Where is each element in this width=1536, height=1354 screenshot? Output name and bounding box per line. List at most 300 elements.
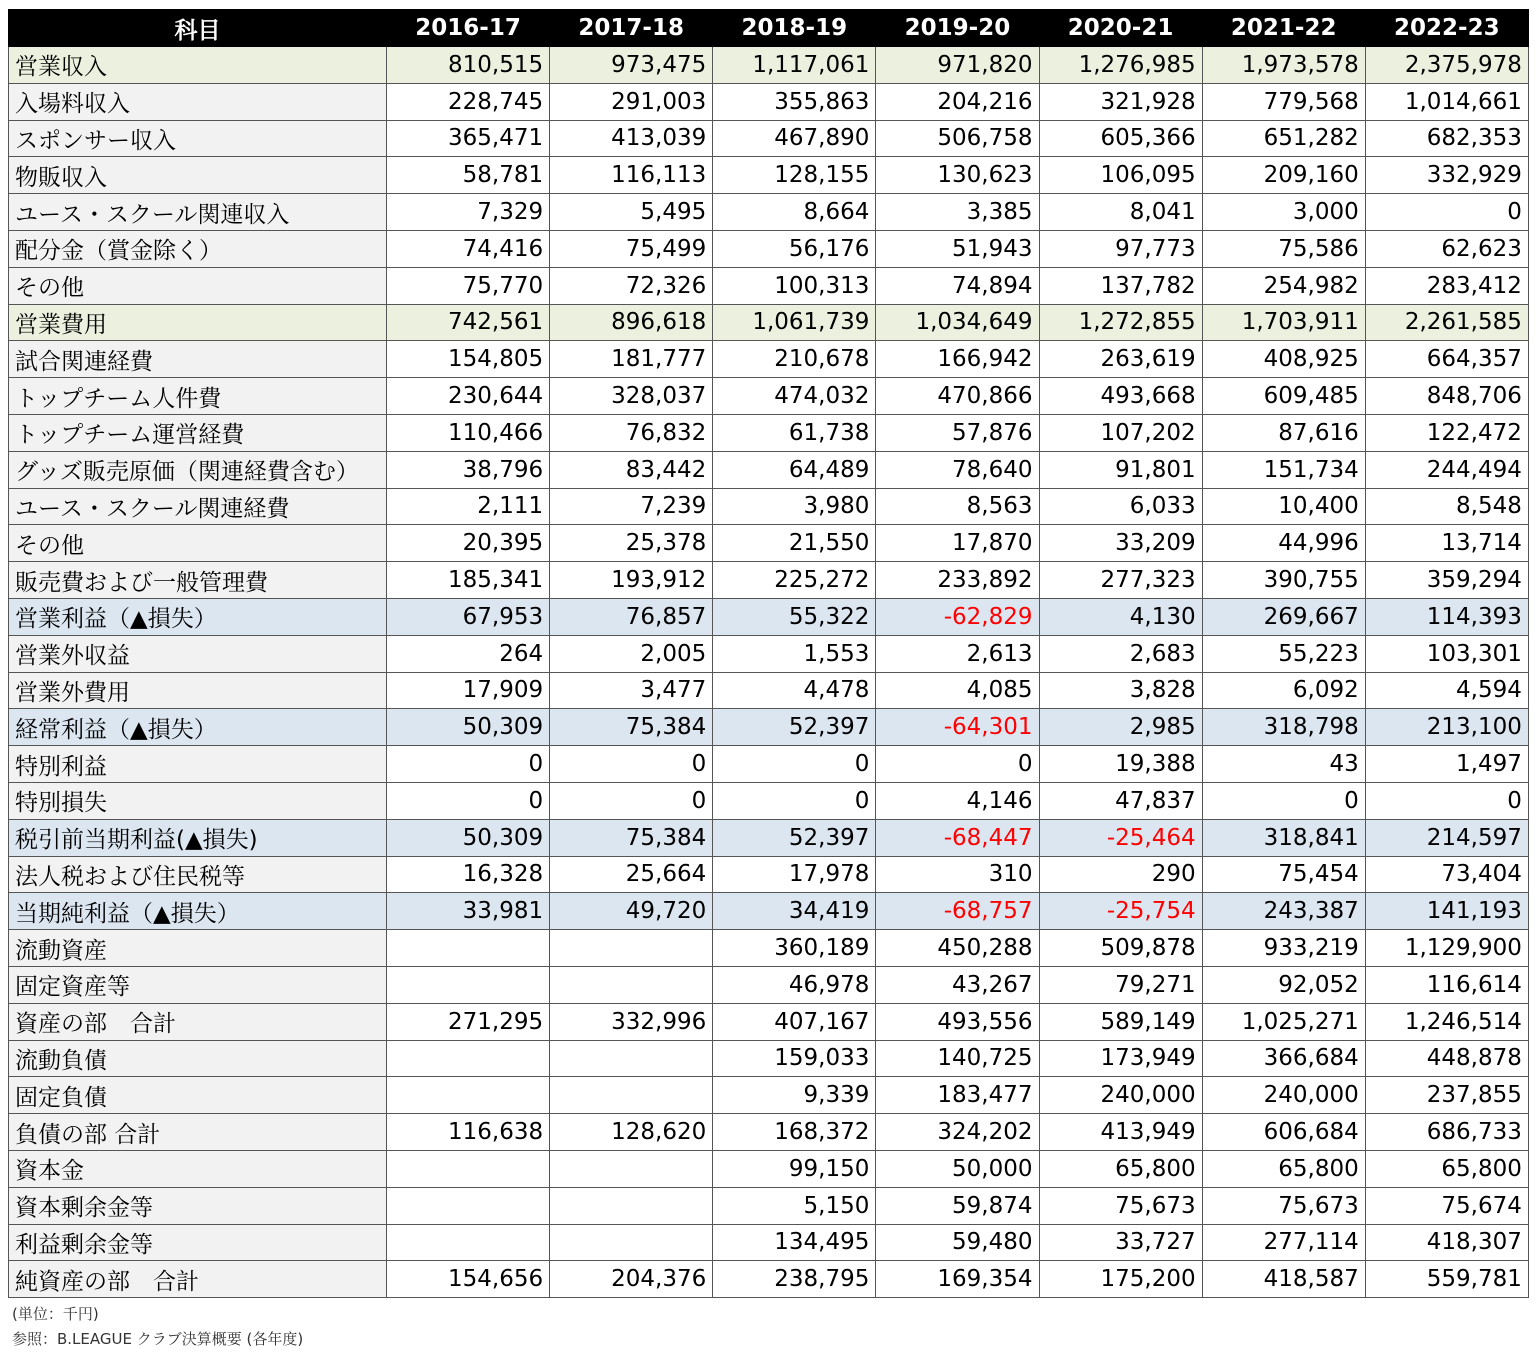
value-cell: 606,684 xyxy=(1202,1114,1365,1151)
table-row xyxy=(9,1077,1529,1114)
value-cell: 263,619 xyxy=(1039,341,1202,378)
value-cell: 7,239 xyxy=(550,488,713,525)
value-cell: 291,003 xyxy=(550,83,713,120)
value-cell: 418,307 xyxy=(1365,1224,1528,1261)
value-cell: 20,395 xyxy=(387,525,550,562)
value-cell: 254,982 xyxy=(1202,267,1365,304)
row-label: ユース・スクール関連経費 xyxy=(9,488,387,525)
table-row xyxy=(9,746,1529,783)
value-cell: 243,387 xyxy=(1202,893,1365,930)
value-cell: 44,996 xyxy=(1202,525,1365,562)
row-label: 営業外収益 xyxy=(9,635,387,672)
value-cell: 151,734 xyxy=(1202,451,1365,488)
value-cell xyxy=(387,1077,550,1114)
value-cell: 116,638 xyxy=(387,1114,550,1151)
value-cell: 1,553 xyxy=(713,635,876,672)
table-row xyxy=(9,1150,1529,1187)
row-label: 資本剰余金等 xyxy=(9,1187,387,1224)
value-cell: 64,489 xyxy=(713,451,876,488)
value-cell: 1,014,661 xyxy=(1365,83,1528,120)
value-cell: 75,454 xyxy=(1202,856,1365,893)
value-cell: 122,472 xyxy=(1365,414,1528,451)
row-label: トップチーム運営経費 xyxy=(9,414,387,451)
value-cell: 33,209 xyxy=(1039,525,1202,562)
value-cell: 46,978 xyxy=(713,966,876,1003)
value-cell: 264 xyxy=(387,635,550,672)
value-cell: 324,202 xyxy=(876,1114,1039,1151)
value-cell: 183,477 xyxy=(876,1077,1039,1114)
value-cell: 365,471 xyxy=(387,120,550,157)
value-cell: 134,495 xyxy=(713,1224,876,1261)
value-cell: 74,416 xyxy=(387,230,550,267)
value-cell: 4,478 xyxy=(713,672,876,709)
value-cell: 779,568 xyxy=(1202,83,1365,120)
value-cell xyxy=(550,930,713,967)
value-cell: 467,890 xyxy=(713,120,876,157)
value-cell: 277,114 xyxy=(1202,1224,1365,1261)
value-cell: 290 xyxy=(1039,856,1202,893)
value-cell: 62,623 xyxy=(1365,230,1528,267)
value-cell: 1,703,911 xyxy=(1202,304,1365,341)
table-row xyxy=(9,304,1529,341)
value-cell: 408,925 xyxy=(1202,341,1365,378)
value-cell: 0 xyxy=(387,746,550,783)
value-cell: 664,357 xyxy=(1365,341,1528,378)
value-cell: 332,996 xyxy=(550,1003,713,1040)
value-cell: 407,167 xyxy=(713,1003,876,1040)
value-cell xyxy=(550,966,713,1003)
value-cell: 6,033 xyxy=(1039,488,1202,525)
value-cell: 19,388 xyxy=(1039,746,1202,783)
table-row xyxy=(9,930,1529,967)
value-cell: 277,323 xyxy=(1039,562,1202,599)
value-cell: 470,866 xyxy=(876,378,1039,415)
row-label: 資本金 xyxy=(9,1150,387,1187)
value-cell: 52,397 xyxy=(713,819,876,856)
value-cell: 474,032 xyxy=(713,378,876,415)
value-cell: 10,400 xyxy=(1202,488,1365,525)
value-cell xyxy=(550,1077,713,1114)
value-cell: 233,892 xyxy=(876,562,1039,599)
table-row xyxy=(9,598,1529,635)
value-cell: 13,714 xyxy=(1365,525,1528,562)
table-row xyxy=(9,1187,1529,1224)
value-cell: -25,754 xyxy=(1039,893,1202,930)
value-cell: 17,870 xyxy=(876,525,1039,562)
value-cell: 973,475 xyxy=(550,47,713,84)
value-cell: 3,828 xyxy=(1039,672,1202,709)
value-cell: 0 xyxy=(713,782,876,819)
value-cell: 4,594 xyxy=(1365,672,1528,709)
row-label: 負債の部 合計 xyxy=(9,1114,387,1151)
row-label: 固定資産等 xyxy=(9,966,387,1003)
value-cell: -64,301 xyxy=(876,709,1039,746)
value-cell: 106,095 xyxy=(1039,157,1202,194)
row-label: 特別損失 xyxy=(9,782,387,819)
value-cell: 328,037 xyxy=(550,378,713,415)
value-cell: 50,309 xyxy=(387,819,550,856)
value-cell: 59,874 xyxy=(876,1187,1039,1224)
value-cell: 413,039 xyxy=(550,120,713,157)
value-cell: 65,800 xyxy=(1365,1150,1528,1187)
row-label: 資産の部 合計 xyxy=(9,1003,387,1040)
value-cell: 55,223 xyxy=(1202,635,1365,672)
table-row xyxy=(9,267,1529,304)
table-row xyxy=(9,451,1529,488)
value-cell: 97,773 xyxy=(1039,230,1202,267)
value-cell: 72,326 xyxy=(550,267,713,304)
value-cell: 50,000 xyxy=(876,1150,1039,1187)
value-cell: 75,499 xyxy=(550,230,713,267)
value-cell: 0 xyxy=(876,746,1039,783)
value-cell: 78,640 xyxy=(876,451,1039,488)
value-cell: 609,485 xyxy=(1202,378,1365,415)
value-cell: 8,664 xyxy=(713,194,876,231)
header-cell-year: 2016-17 xyxy=(387,10,550,47)
table-row xyxy=(9,230,1529,267)
row-label: その他 xyxy=(9,525,387,562)
value-cell: 355,863 xyxy=(713,83,876,120)
value-cell: 509,878 xyxy=(1039,930,1202,967)
value-cell: 238,795 xyxy=(713,1261,876,1298)
value-cell: 55,322 xyxy=(713,598,876,635)
value-cell: 87,616 xyxy=(1202,414,1365,451)
value-cell: 91,801 xyxy=(1039,451,1202,488)
table-row xyxy=(9,782,1529,819)
value-cell: 181,777 xyxy=(550,341,713,378)
value-cell: 114,393 xyxy=(1365,598,1528,635)
value-cell: 214,597 xyxy=(1365,819,1528,856)
header-cell-year: 2019-20 xyxy=(876,10,1039,47)
table-row xyxy=(9,194,1529,231)
row-label: 経常利益（▲損失） xyxy=(9,709,387,746)
value-cell: 1,025,271 xyxy=(1202,1003,1365,1040)
value-cell: 73,404 xyxy=(1365,856,1528,893)
value-cell: 4,146 xyxy=(876,782,1039,819)
value-cell: 17,978 xyxy=(713,856,876,893)
value-cell: 0 xyxy=(1365,782,1528,819)
value-cell: 237,855 xyxy=(1365,1077,1528,1114)
value-cell: 209,160 xyxy=(1202,157,1365,194)
row-label: 営業収入 xyxy=(9,47,387,84)
value-cell: 3,000 xyxy=(1202,194,1365,231)
value-cell: 210,678 xyxy=(713,341,876,378)
value-cell: 682,353 xyxy=(1365,120,1528,157)
value-cell: 168,372 xyxy=(713,1114,876,1151)
value-cell: 128,620 xyxy=(550,1114,713,1151)
value-cell: 240,000 xyxy=(1039,1077,1202,1114)
value-cell: 2,375,978 xyxy=(1365,47,1528,84)
row-label: 利益剰余金等 xyxy=(9,1224,387,1261)
value-cell: 110,466 xyxy=(387,414,550,451)
value-cell: 65,800 xyxy=(1039,1150,1202,1187)
table-row xyxy=(9,378,1529,415)
value-cell: 34,419 xyxy=(713,893,876,930)
value-cell: 1,061,739 xyxy=(713,304,876,341)
table-row xyxy=(9,562,1529,599)
value-cell: 318,841 xyxy=(1202,819,1365,856)
value-cell: 605,366 xyxy=(1039,120,1202,157)
value-cell: 1,973,578 xyxy=(1202,47,1365,84)
value-cell: 56,176 xyxy=(713,230,876,267)
row-label: トップチーム人件費 xyxy=(9,378,387,415)
value-cell: 225,272 xyxy=(713,562,876,599)
value-cell: 58,781 xyxy=(387,157,550,194)
value-cell: 896,618 xyxy=(550,304,713,341)
value-cell: 103,301 xyxy=(1365,635,1528,672)
row-label: グッズ販売原価（関連経費含む） xyxy=(9,451,387,488)
value-cell: 175,200 xyxy=(1039,1261,1202,1298)
value-cell: 244,494 xyxy=(1365,451,1528,488)
value-cell: 506,758 xyxy=(876,120,1039,157)
value-cell: 52,397 xyxy=(713,709,876,746)
value-cell: 8,563 xyxy=(876,488,1039,525)
value-cell: 240,000 xyxy=(1202,1077,1365,1114)
row-label: スポンサー収入 xyxy=(9,120,387,157)
value-cell: 47,837 xyxy=(1039,782,1202,819)
row-label: 販売費および一般管理費 xyxy=(9,562,387,599)
header-cell-year: 2022-23 xyxy=(1365,10,1528,47)
value-cell: 154,656 xyxy=(387,1261,550,1298)
value-cell: 971,820 xyxy=(876,47,1039,84)
value-cell: 92,052 xyxy=(1202,966,1365,1003)
value-cell: 204,376 xyxy=(550,1261,713,1298)
value-cell: 3,980 xyxy=(713,488,876,525)
value-cell: 38,796 xyxy=(387,451,550,488)
value-cell: 116,113 xyxy=(550,157,713,194)
value-cell: 1,129,900 xyxy=(1365,930,1528,967)
value-cell: 2,683 xyxy=(1039,635,1202,672)
value-cell: 933,219 xyxy=(1202,930,1365,967)
table-row xyxy=(9,83,1529,120)
header-row xyxy=(9,10,1529,47)
value-cell: 50,309 xyxy=(387,709,550,746)
value-cell: 318,798 xyxy=(1202,709,1365,746)
value-cell: 271,295 xyxy=(387,1003,550,1040)
value-cell: 51,943 xyxy=(876,230,1039,267)
value-cell: 448,878 xyxy=(1365,1040,1528,1077)
value-cell xyxy=(387,1224,550,1261)
value-cell: 76,857 xyxy=(550,598,713,635)
value-cell xyxy=(550,1040,713,1077)
row-label: 当期純利益（▲損失） xyxy=(9,893,387,930)
row-label: 営業利益（▲損失） xyxy=(9,598,387,635)
value-cell: 137,782 xyxy=(1039,267,1202,304)
value-cell: 651,282 xyxy=(1202,120,1365,157)
value-cell: 0 xyxy=(1365,194,1528,231)
value-cell xyxy=(387,930,550,967)
value-cell: 321,928 xyxy=(1039,83,1202,120)
value-cell: 8,548 xyxy=(1365,488,1528,525)
table-row xyxy=(9,1224,1529,1261)
value-cell: 742,561 xyxy=(387,304,550,341)
table-row xyxy=(9,341,1529,378)
value-cell: 17,909 xyxy=(387,672,550,709)
value-cell: 166,942 xyxy=(876,341,1039,378)
row-label: 税引前当期利益(▲損失) xyxy=(9,819,387,856)
value-cell: 4,085 xyxy=(876,672,1039,709)
row-label: 純資産の部 合計 xyxy=(9,1261,387,1298)
value-cell: 9,339 xyxy=(713,1077,876,1114)
value-cell: 0 xyxy=(550,746,713,783)
value-cell: 2,005 xyxy=(550,635,713,672)
value-cell: 418,587 xyxy=(1202,1261,1365,1298)
value-cell: 33,981 xyxy=(387,893,550,930)
unit-note: (単位：千円) xyxy=(12,1305,99,1323)
source-note: 参照：B.LEAGUE クラブ決算概要 (各年度) xyxy=(12,1330,304,1348)
value-cell: 360,189 xyxy=(713,930,876,967)
value-cell: 0 xyxy=(387,782,550,819)
table-row xyxy=(9,1040,1529,1077)
table-row xyxy=(9,1003,1529,1040)
value-cell: 159,033 xyxy=(713,1040,876,1077)
value-cell: 83,442 xyxy=(550,451,713,488)
header-cell-item: 科目 xyxy=(9,10,387,47)
header-cell-year: 2020-21 xyxy=(1039,10,1202,47)
value-cell: -62,829 xyxy=(876,598,1039,635)
value-cell: 7,329 xyxy=(387,194,550,231)
row-label: 入場料収入 xyxy=(9,83,387,120)
value-cell: 193,912 xyxy=(550,562,713,599)
value-cell: 99,150 xyxy=(713,1150,876,1187)
value-cell: 75,384 xyxy=(550,819,713,856)
value-cell: 390,755 xyxy=(1202,562,1365,599)
value-cell: 269,667 xyxy=(1202,598,1365,635)
value-cell: 810,515 xyxy=(387,47,550,84)
value-cell: 128,155 xyxy=(713,157,876,194)
row-label: 流動資産 xyxy=(9,930,387,967)
value-cell: 559,781 xyxy=(1365,1261,1528,1298)
value-cell: 43,267 xyxy=(876,966,1039,1003)
value-cell: 1,272,855 xyxy=(1039,304,1202,341)
value-cell: 5,495 xyxy=(550,194,713,231)
value-cell xyxy=(387,966,550,1003)
row-label: 法人税および住民税等 xyxy=(9,856,387,893)
value-cell: 332,929 xyxy=(1365,157,1528,194)
value-cell: 154,805 xyxy=(387,341,550,378)
value-cell: 3,385 xyxy=(876,194,1039,231)
table-row xyxy=(9,635,1529,672)
value-cell: 2,111 xyxy=(387,488,550,525)
value-cell: 57,876 xyxy=(876,414,1039,451)
table-row xyxy=(9,525,1529,562)
table-row xyxy=(9,47,1529,84)
value-cell: 228,745 xyxy=(387,83,550,120)
value-cell: 6,092 xyxy=(1202,672,1365,709)
table-row xyxy=(9,1114,1529,1151)
row-label: ユース・スクール関連収入 xyxy=(9,194,387,231)
value-cell: -68,757 xyxy=(876,893,1039,930)
value-cell: 204,216 xyxy=(876,83,1039,120)
footnotes xyxy=(12,1302,303,1352)
value-cell: 140,725 xyxy=(876,1040,1039,1077)
value-cell: 116,614 xyxy=(1365,966,1528,1003)
value-cell xyxy=(550,1224,713,1261)
value-cell: 0 xyxy=(713,746,876,783)
table-row xyxy=(9,672,1529,709)
financial-table xyxy=(8,9,1529,1298)
row-label: 物販収入 xyxy=(9,157,387,194)
table-row xyxy=(9,1261,1529,1298)
value-cell: 359,294 xyxy=(1365,562,1528,599)
row-label: 試合関連経費 xyxy=(9,341,387,378)
value-cell: 75,674 xyxy=(1365,1187,1528,1224)
row-label: 固定負債 xyxy=(9,1077,387,1114)
row-label: 特別利益 xyxy=(9,746,387,783)
header-cell-year: 2018-19 xyxy=(713,10,876,47)
value-cell: 100,313 xyxy=(713,267,876,304)
value-cell: 25,378 xyxy=(550,525,713,562)
table-row xyxy=(9,819,1529,856)
value-cell: 173,949 xyxy=(1039,1040,1202,1077)
value-cell: 310 xyxy=(876,856,1039,893)
value-cell: 141,193 xyxy=(1365,893,1528,930)
value-cell: 75,586 xyxy=(1202,230,1365,267)
value-cell: 413,949 xyxy=(1039,1114,1202,1151)
value-cell: 74,894 xyxy=(876,267,1039,304)
value-cell: 1,246,514 xyxy=(1365,1003,1528,1040)
value-cell: 493,556 xyxy=(876,1003,1039,1040)
value-cell: 213,100 xyxy=(1365,709,1528,746)
value-cell: 5,150 xyxy=(713,1187,876,1224)
value-cell: 848,706 xyxy=(1365,378,1528,415)
row-label: 配分金（賞金除く） xyxy=(9,230,387,267)
value-cell: -25,464 xyxy=(1039,819,1202,856)
value-cell: 25,664 xyxy=(550,856,713,893)
header-cell-year: 2021-22 xyxy=(1202,10,1365,47)
value-cell: 366,684 xyxy=(1202,1040,1365,1077)
value-cell: 185,341 xyxy=(387,562,550,599)
table-row xyxy=(9,709,1529,746)
value-cell: 283,412 xyxy=(1365,267,1528,304)
value-cell xyxy=(550,1150,713,1187)
value-cell: 230,644 xyxy=(387,378,550,415)
row-label: 営業費用 xyxy=(9,304,387,341)
value-cell: 49,720 xyxy=(550,893,713,930)
row-label: 営業外費用 xyxy=(9,672,387,709)
header-cell-year: 2017-18 xyxy=(550,10,713,47)
value-cell: 33,727 xyxy=(1039,1224,1202,1261)
row-label: その他 xyxy=(9,267,387,304)
table-row xyxy=(9,856,1529,893)
value-cell xyxy=(387,1150,550,1187)
value-cell: 1,497 xyxy=(1365,746,1528,783)
value-cell: 0 xyxy=(550,782,713,819)
value-cell: 1,117,061 xyxy=(713,47,876,84)
value-cell: 3,477 xyxy=(550,672,713,709)
value-cell: 59,480 xyxy=(876,1224,1039,1261)
table-row xyxy=(9,966,1529,1003)
value-cell: 169,354 xyxy=(876,1261,1039,1298)
value-cell: 2,985 xyxy=(1039,709,1202,746)
row-label: 流動負債 xyxy=(9,1040,387,1077)
financial-table-container xyxy=(8,9,1528,1298)
value-cell: 76,832 xyxy=(550,414,713,451)
value-cell: 1,034,649 xyxy=(876,304,1039,341)
table-row xyxy=(9,488,1529,525)
value-cell: 61,738 xyxy=(713,414,876,451)
table-row xyxy=(9,414,1529,451)
value-cell: 8,041 xyxy=(1039,194,1202,231)
value-cell: 79,271 xyxy=(1039,966,1202,1003)
table-row xyxy=(9,893,1529,930)
value-cell: 16,328 xyxy=(387,856,550,893)
value-cell: 0 xyxy=(1202,782,1365,819)
value-cell: 2,261,585 xyxy=(1365,304,1528,341)
value-cell: 75,770 xyxy=(387,267,550,304)
value-cell: 130,623 xyxy=(876,157,1039,194)
value-cell: -68,447 xyxy=(876,819,1039,856)
